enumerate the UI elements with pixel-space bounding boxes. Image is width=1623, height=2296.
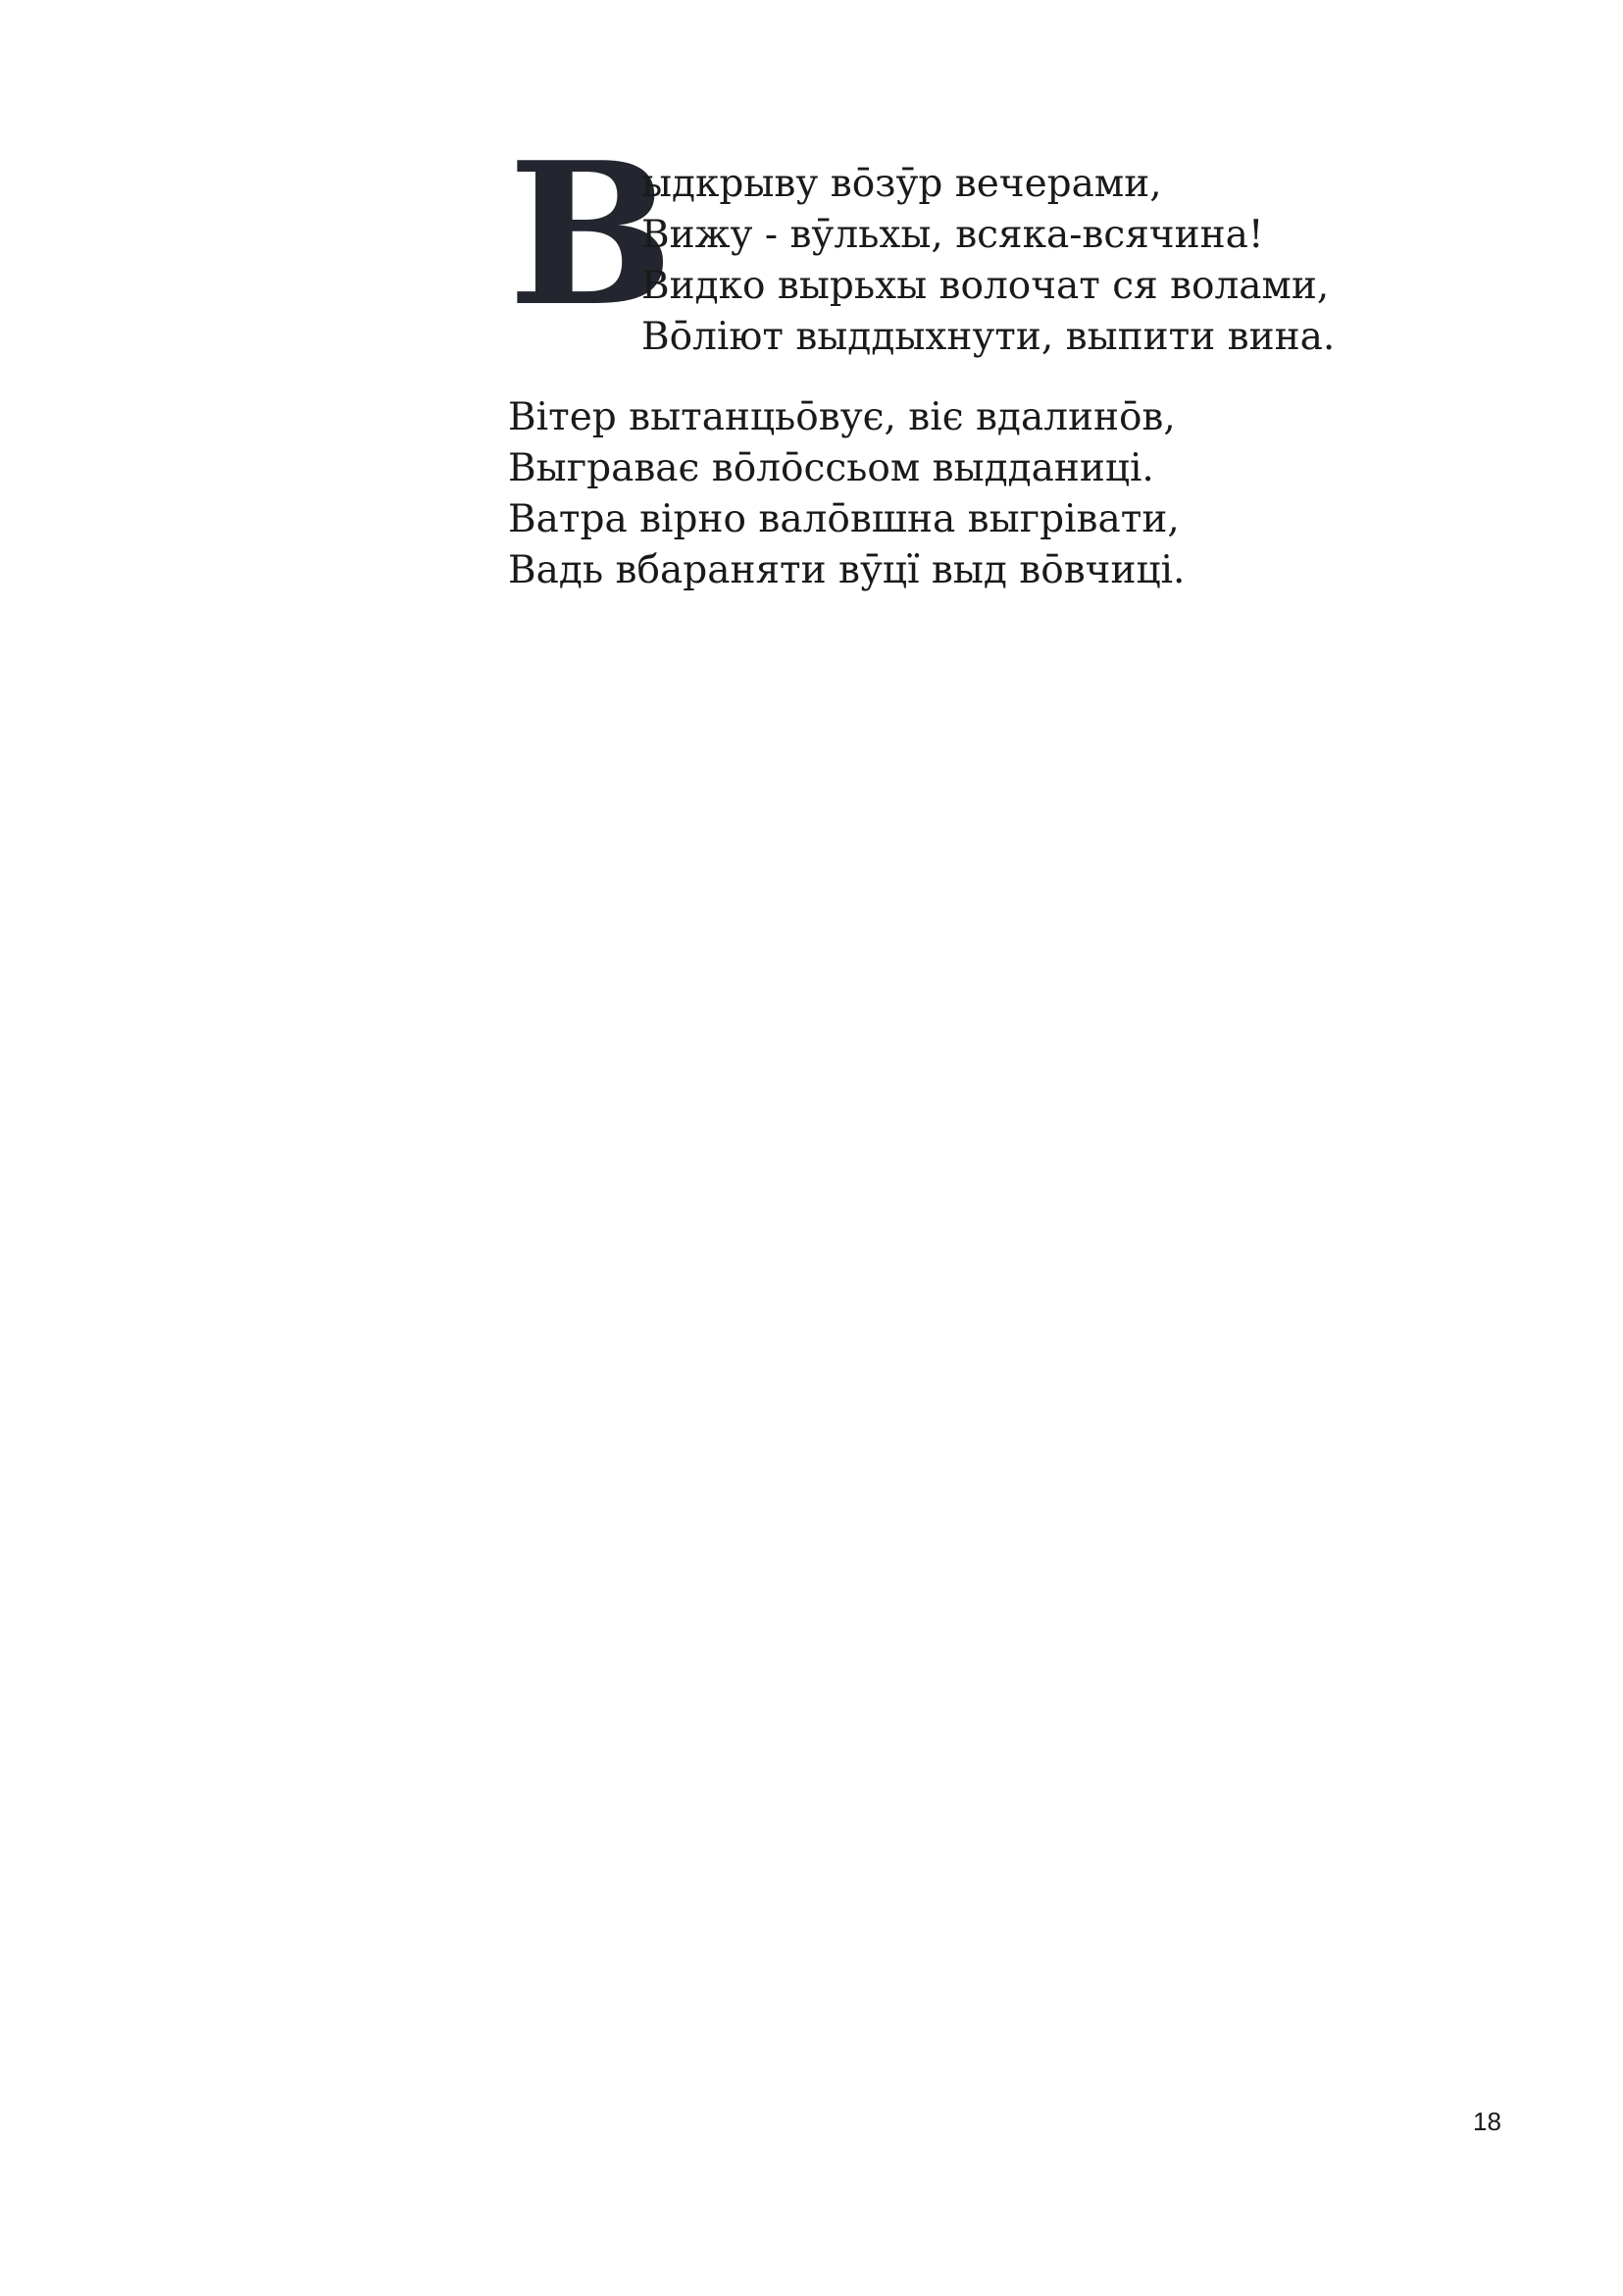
stanza-1-lines (641, 159, 1335, 363)
poem-line: ыдкрыву во̄зӯр вечерами, (641, 162, 1162, 206)
poem-line: Вижу - вӯльхы, всяка-всячина! (641, 213, 1264, 257)
poem-line: Выграває во̄ло̄ссьом выдданицi. (508, 446, 1154, 490)
stanza-2 (508, 392, 1391, 596)
poem-line: Во̄лiют выддыхнути, выпити вина. (641, 315, 1336, 359)
poem-line: Видко вырьхы волочат ся волами, (641, 264, 1330, 308)
page-number: 18 (1473, 2107, 1501, 2136)
stanza-1 (508, 120, 1391, 369)
poem (508, 120, 1391, 596)
poem-line: Ватра вiрно вало̄вшна выгрiвати, (508, 497, 1180, 541)
poem-line: Вiтер вытанцьо̄вує, вiє вдалино̄в, (508, 395, 1176, 439)
drop-cap: В (508, 120, 675, 350)
poem-line: Вадь вбараняти вӯцї выд во̄вчицi. (508, 548, 1186, 592)
